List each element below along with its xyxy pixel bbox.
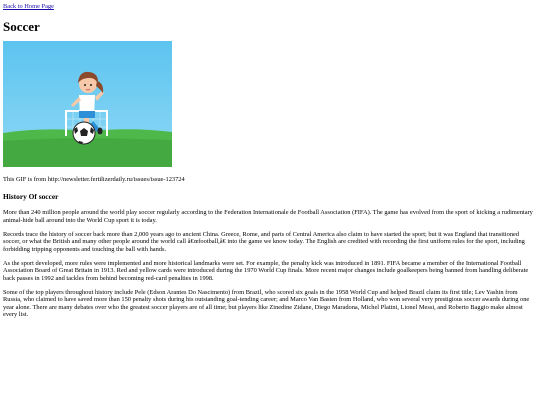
history-heading: History Of soccer <box>3 191 59 201</box>
gif-source-caption: This GIF is from http://newsletter.fertilizerdaily.ru/issues/issue-123724 <box>3 176 185 184</box>
page-title: Soccer <box>3 19 40 35</box>
article-paragraph: Some of the top players throughout history include Pele (Edson Arantes Do Nascimento) from Brazil, who scored six goals in the 1958 World Cup and helped Brazil claim its first title; Lev Yashin from Russia, who claimed to have saved more than 150 penalty shots during his outstanding goal-tending career; and Marco Van Basten from Holland, who won several very prestigious soccer awards during one year alone. There are many debates over who the greatest soccer players are of all time; but players like Zinedine Zidane, Diego Maradona, Michel Platini, Lionel Messi, and Roberto Baggio make almost every list. <box>3 289 530 319</box>
page-content <box>3 3 537 325</box>
article-paragraph: As the sport developed, more rules were implemented and more historical landmarks were set. For example, the penalty kick was introduced in 1891. FIFA became a member of the International Football Association Board of Great Britain in 1913. Red and yellow cards were introduced during the 1970 World Cup finals. More recent major changes include goalkeepers being banned from handling deliberate back passes in 1992 and tackles from behind becoming red-card penalties in 1998. <box>3 259 529 282</box>
article-paragraph: Records trace the history of soccer back more than 2,000 years ago to ancient China. Greece, Rome, and parts of Central America also claim to have started the sport; but it was England that transitioned soccer, or what the British and many other people around the world call â€œfootball,â€ into the game we know today. The English are credited with recording the first uniform rules for the sport, including forbidding tripping opponents and touching the ball with hands. <box>3 230 525 253</box>
soccer-gif-image <box>3 41 172 167</box>
back-to-home-link[interactable]: Back to Home Page <box>3 3 54 10</box>
article-paragraph: More than 240 million people around the world play soccer regularly according to the Federation Internationale de Football Association (FIFA). The game has evolved from the sport of kicking a rudimentary animal-hide ball around into the World Cup sport it is today. <box>3 209 533 224</box>
